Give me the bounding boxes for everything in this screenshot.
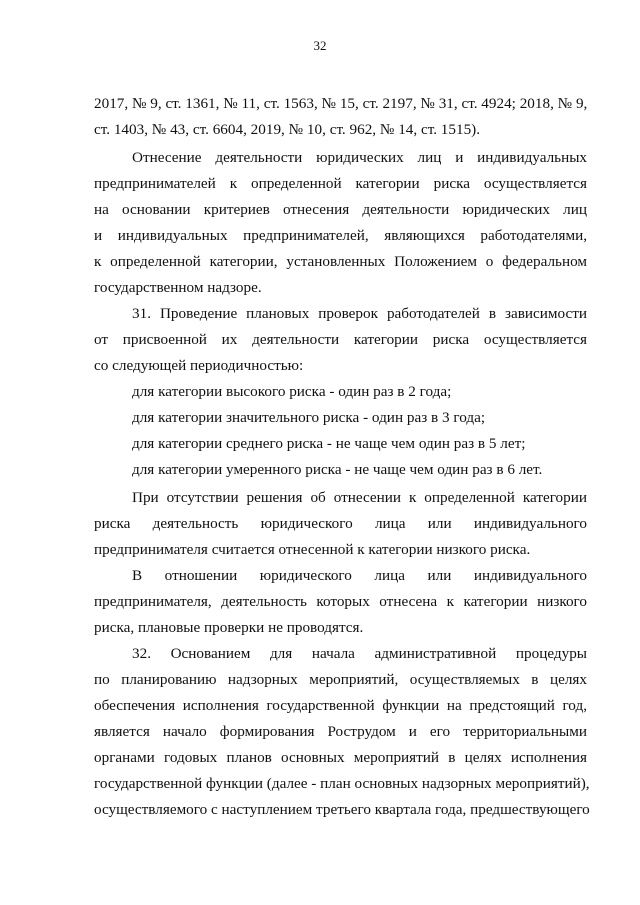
text-line: от присвоенной их деятельности категории риска осуществляется [94, 331, 587, 348]
text-line: к определенной категории, установленных Положением о федеральном [94, 253, 587, 270]
text-line: предпринимателя считается отнесенной к категории низкого риска. [94, 541, 531, 558]
paragraph-first-line: Отнесение деятельности юридических лиц и индивидуальных [132, 149, 587, 166]
list-item: для категории высокого риска - один раз в 2 года; [132, 383, 452, 400]
paragraph-first-line: При отсутствии решения об отнесении к определенной категории [132, 489, 587, 506]
text-line: государственной функции (далее - план основных надзорных мероприятий), [94, 775, 590, 792]
text-line: ст. 1403, № 43, ст. 6604, 2019, № 10, ст. 962, № 14, ст. 1515). [94, 121, 481, 138]
text-line: органами годовых планов основных мероприятий в целях исполнения [94, 749, 587, 766]
list-item: для категории умеренного риска - не чаще чем один раз в 6 лет. [132, 461, 543, 478]
text-line: по планированию надзорных мероприятий, осуществляемых в целях [94, 671, 587, 688]
text-line: риска деятельность юридического лица или индивидуального [94, 515, 587, 532]
text-line: обеспечения исполнения государственной функции на предстоящий год, [94, 697, 587, 714]
text-line: риска, плановые проверки не проводятся. [94, 619, 364, 636]
text-line: и индивидуальных предпринимателей, являющихся работодателями, [94, 227, 587, 244]
text-line: со следующей периодичностью: [94, 357, 304, 374]
paragraph-first-line: 31. Проведение плановых проверок работодателей в зависимости [132, 305, 587, 322]
list-item: для категории значительного риска - один раз в 3 года; [132, 409, 486, 426]
text-line: является начало формирования Рострудом и его территориальными [94, 723, 587, 740]
list-item: для категории среднего риска - не чаще чем один раз в 5 лет; [132, 435, 526, 452]
text-line: предпринимателя, деятельность которых отнесена к категории низкого [94, 593, 587, 610]
paragraph-first-line: 32. Основанием для начала административной процедуры [132, 645, 587, 662]
text-line: государственном надзоре. [94, 279, 262, 296]
page-number: 32 [313, 38, 327, 53]
text-line: предпринимателей к определенной категории риска осуществляется [94, 175, 587, 192]
text-line: осуществляемого с наступлением третьего квартала года, предшествующего [94, 801, 590, 818]
text-line: на основании критериев отнесения деятельности юридических лиц [94, 201, 587, 218]
text-line: 2017, № 9, ст. 1361, № 11, ст. 1563, № 15, ст. 2197, № 31, ст. 4924; 2018, № 9, [94, 95, 588, 112]
paragraph-first-line: В отношении юридического лица или индивидуального [132, 567, 587, 584]
